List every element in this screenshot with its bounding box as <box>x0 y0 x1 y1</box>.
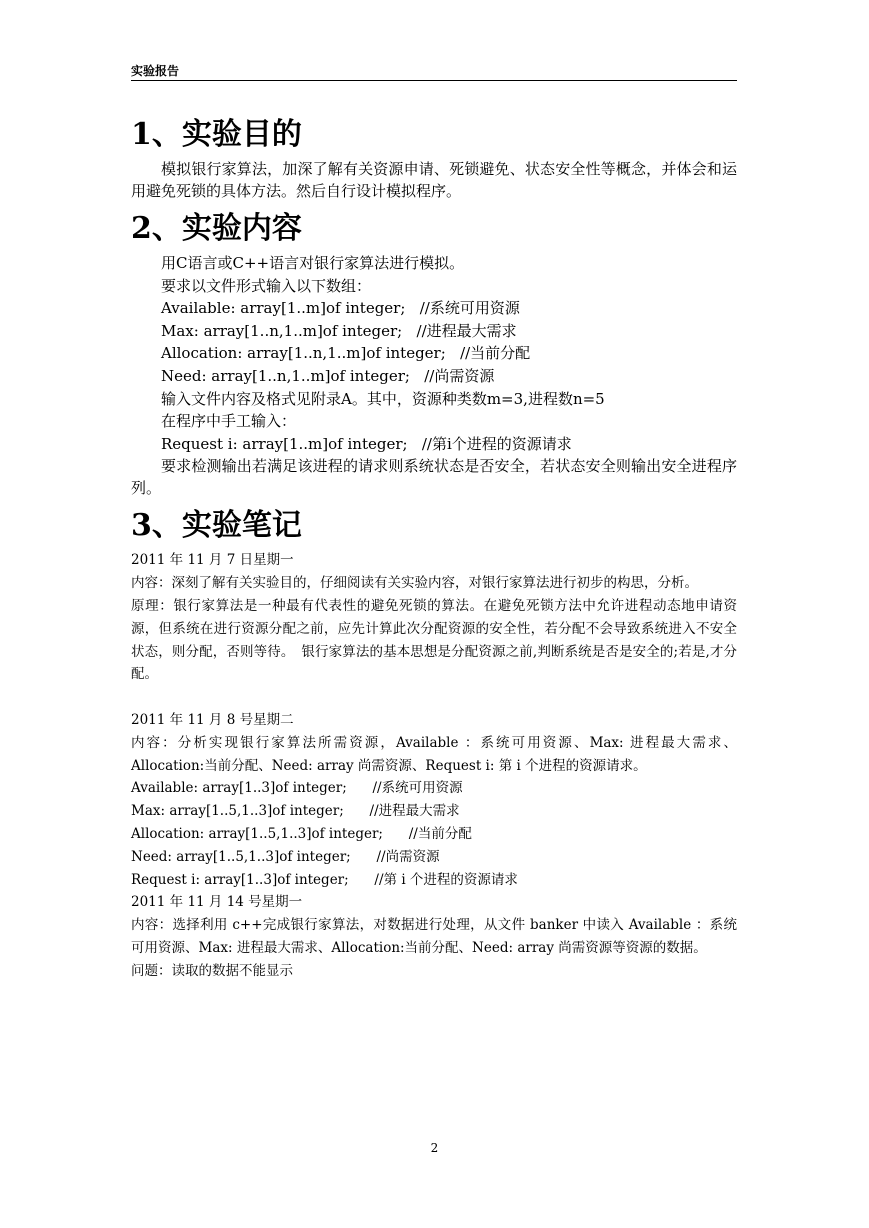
content-line: Available: array[1..m]of integer; //系统可用资源 <box>161 299 520 318</box>
section-content <box>131 206 737 499</box>
content-line: 用C语言或C++语言对银行家算法进行模拟。 <box>161 254 465 272</box>
note-date: 2011 年 11 月 8 号星期二 <box>131 711 294 728</box>
note-code-line: Available: array[1..3]of integer; //系统可用资源 <box>131 780 463 797</box>
content-line: Allocation: array[1..n,1..m]of integer; //当前分配 <box>161 344 531 363</box>
note-content: 内容：分析实现银行家算法所需资源，Available ：系统可用资源、Max: 进程最大需求、Allocation:当前分配、Need: array 尚需资源、Request i: 第 i 个进程的资源请求。 <box>131 734 737 774</box>
header-title: 实验报告 <box>131 64 180 78</box>
content-line: Max: array[1..n,1..m]of integer; //进程最大需求 <box>161 321 517 340</box>
content-closing-paragraph: 要求检测输出若满足该进程的请求则系统状态是否安全，若状态安全则输出安全进程序列。 <box>131 457 737 498</box>
section-purpose <box>131 112 737 202</box>
note-code-line: Allocation: array[1..5,1..3]of integer; //当前分配 <box>131 825 472 842</box>
section-heading-purpose: 1、实验目的 <box>131 117 302 152</box>
content-line: 输入文件内容及格式见附录A。其中，资源种类数m=3,进程数n=5 <box>161 389 605 408</box>
content-line: Request i: array[1..m]of integer; //第i个进程的资源请求 <box>161 434 572 453</box>
note-code-line: Request i: array[1..3]of integer; //第 i 个进程的资源请求 <box>131 871 518 888</box>
page-header <box>131 62 737 81</box>
note-content: 内容：深刻了解有关实验目的，仔细阅读有关实验内容，对银行家算法进行初步的构思，分析。 <box>131 575 698 592</box>
section-notes <box>131 503 737 982</box>
note-date: 2011 年 11 月 14 号星期一 <box>131 894 303 911</box>
note-date: 2011 年 11 月 7 日星期一 <box>131 552 294 569</box>
note-code-line: Max: array[1..5,1..3]of integer; //进程最大需求 <box>131 803 460 820</box>
note-code-line: Need: array[1..5,1..3]of integer; //尚需资源 <box>131 848 440 865</box>
content-line: Need: array[1..n,1..m]of integer; //尚需资源 <box>161 366 495 385</box>
page-number: 2 <box>430 1141 439 1155</box>
purpose-paragraph: 模拟银行家算法，加深了解有关资源申请、死锁避免、状态安全性等概念，并体会和运用避免死锁的具体方法。然后自行设计模拟程序。 <box>131 160 737 200</box>
note-content: 内容：选择利用 c++完成银行家算法，对数据进行处理，从文件 banker 中读入 Available ：系统可用资源、Max: 进程最大需求、Allocation:当前分配、Need: array 尚需资源等资源的数据。 <box>131 917 737 956</box>
page-footer <box>0 1140 869 1156</box>
content-line: 要求以文件形式输入以下数组： <box>161 276 372 295</box>
section-heading-notes: 3、实验笔记 <box>131 508 302 544</box>
content-line: 在程序中手工输入： <box>161 412 297 431</box>
note-principle: 原理：银行家算法是一种最有代表性的避免死锁的算法。在避免死锁方法中允许进程动态地申请资源，但系统在进行资源分配之前，应先计算此次分配资源的安全性，若分配不会导致系统进入不安全状态，则分配，否则等待。 银行家算法的基本思想是分配资源之前,判断系统是否是安全的;若是,才分配。 <box>131 597 737 683</box>
note-problem: 问题：读取的数据不能显示 <box>131 962 293 979</box>
section-heading-content: 2、实验内容 <box>131 211 302 246</box>
blank-line <box>131 686 737 709</box>
page-body <box>131 112 737 982</box>
